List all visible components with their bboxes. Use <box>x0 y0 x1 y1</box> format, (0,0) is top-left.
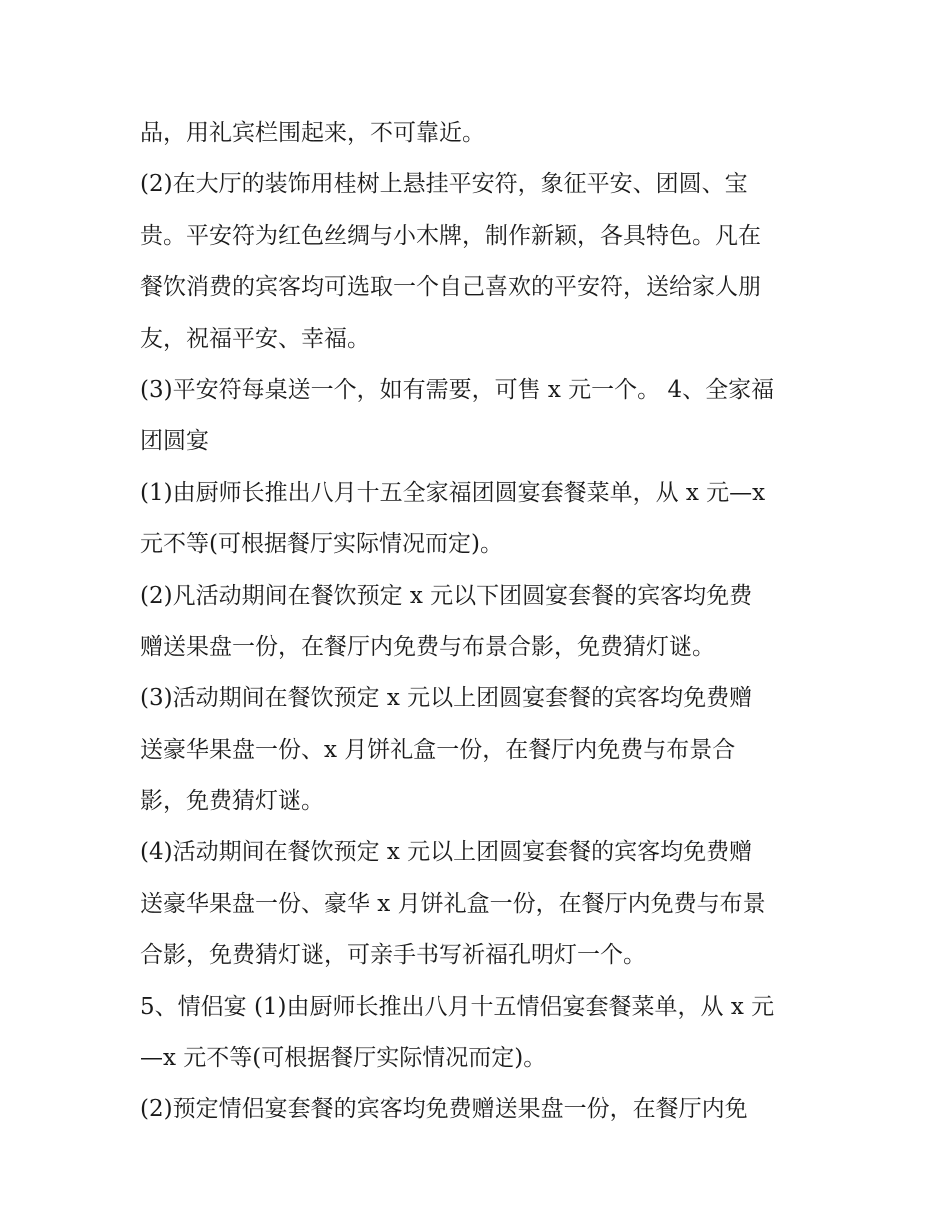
text-line: (3)平安符每桌送一个，如有需要，可售 x 元一个。 4、全家福 <box>140 376 775 403</box>
text-line: 元不等(可根据餐厅实际情况而定)。 <box>140 531 503 558</box>
text-line: (2)在大厅的装饰用桂树上悬挂平安符，象征平安、团圆、宝 <box>140 171 748 198</box>
text-line: 赠送果盘一份，在餐厅内免费与布景合影，免费猜灯谜。 <box>140 633 715 660</box>
text-line: (4)活动期间在餐饮预定 x 元以上团圆宴套餐的宾客均免费赠 <box>140 839 753 866</box>
text-line: 贵。平安符为红色丝绸与小木牌，制作新颖，各具特色。凡在 <box>140 222 761 249</box>
text-line: 合影，免费猜灯谜，可亲手书写祈福孔明灯一个。 <box>140 942 646 969</box>
text-line: (2)预定情侣宴套餐的宾客均免费赠送果盘一份，在餐厅内免 <box>140 1096 748 1123</box>
text-line: 送豪华果盘一份、豪华 x 月饼礼盒一份，在餐厅内免费与布景 <box>140 890 766 917</box>
text-line: (2)凡活动期间在餐饮预定 x 元以下团圆宴套餐的宾客均免费 <box>140 582 753 609</box>
text-line: 影，免费猜灯谜。 <box>140 788 324 815</box>
text-line: 餐饮消费的宾客均可选取一个自己喜欢的平安符，送给家人朋 <box>140 274 761 301</box>
text-line: —x 元不等(可根据餐厅实际情况而定)。 <box>140 1045 547 1072</box>
text-line: 友，祝福平安、幸福。 <box>140 325 370 352</box>
text-line: 品，用礼宾栏围起来，不可靠近。 <box>140 120 485 146</box>
text-line: 5、情侣宴 (1)由厨师长推出八月十五情侣宴套餐菜单，从 x 元 <box>140 993 775 1020</box>
text-line: 送豪华果盘一份、x 月饼礼盒一份，在餐厅内免费与布景合 <box>140 736 736 763</box>
text-line: (1)由厨师长推出八月十五全家福团圆宴套餐菜单，从 x 元—x <box>140 479 766 506</box>
text-line: 团圆宴 <box>140 428 209 455</box>
text-line: (3)活动期间在餐饮预定 x 元以上团圆宴套餐的宾客均免费赠 <box>140 685 753 712</box>
document-body <box>140 108 830 1136</box>
